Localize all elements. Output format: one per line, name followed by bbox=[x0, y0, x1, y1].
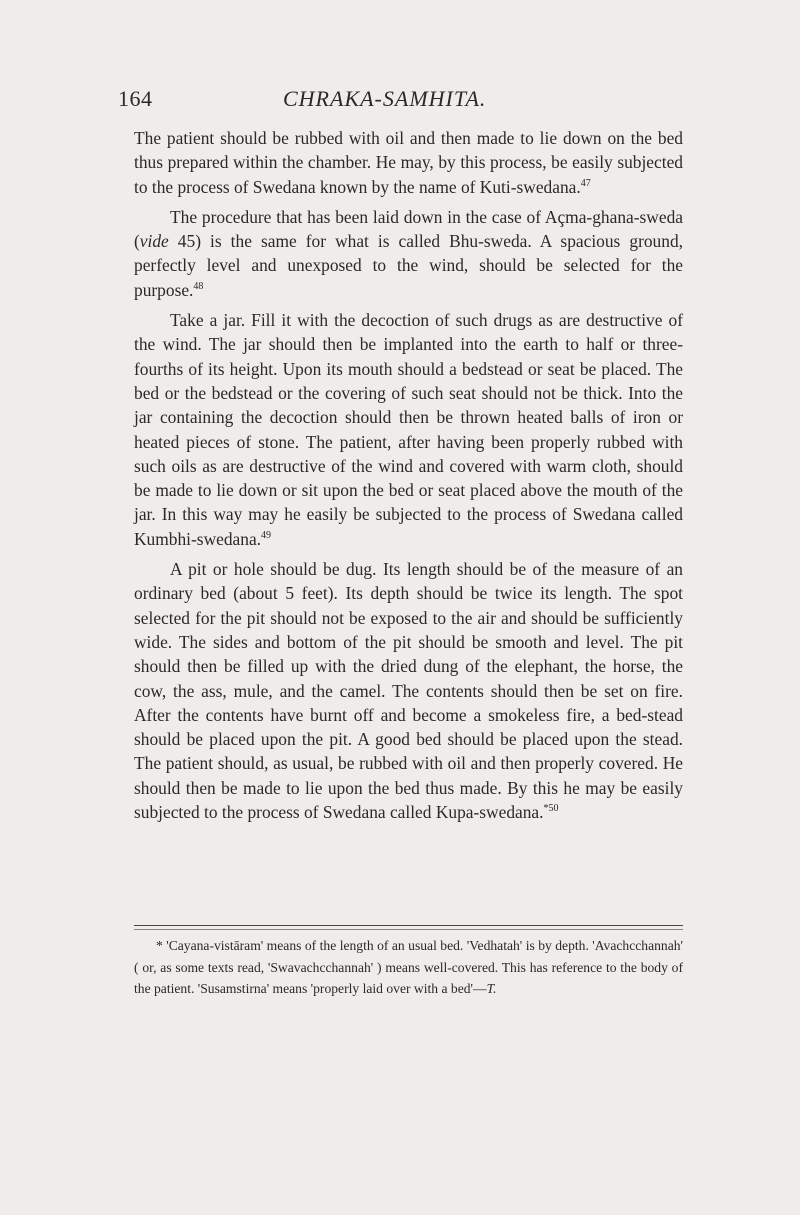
paragraph-text: A pit or hole should be dug. Its length should be of the measure of an ordinary bed (about 5 feet). Its depth should be twice its length. The spot selected for the pit should not be exposed to the air and should be sufficiently wide. The sides and bottom of the pit should be smooth and level. The pit should then be filled up with the dried dung of the elephant, the horse, the cow, the ass, mule, and the camel. The contents should then be set on fire. After the contents have burnt off and become a smokeless fire, a bed-stead should be placed upon the pit. A good bed should be placed upon the stead. The patient should, as usual, be rubbed with oil and then properly covered. He should then be made to lie upon the bed thus made. By this he may be easily subjected to the process of Swedana called Kupa-swedana. bbox=[134, 559, 683, 823]
footnote-divider bbox=[134, 925, 683, 926]
paragraph-text: The patient should be rubbed with oil and then made to lie down on the bed thus prepared within the chamber. He may, by this process, be easily subjected to the process of Swedana known by the name of Kuti-swedana. bbox=[134, 128, 683, 197]
footnote-attribution: T. bbox=[486, 981, 497, 996]
note-reference: 47 bbox=[580, 177, 591, 189]
body-text bbox=[134, 126, 683, 824]
note-reference: *50 bbox=[543, 803, 559, 815]
page-header bbox=[118, 86, 688, 116]
running-title: CHRAKA-SAMHITA. bbox=[283, 86, 487, 111]
paragraph-text: 45) is the same for what is called Bhu-sweda. A spacious ground, perfectly level and unexposed to the wind, should be selected for the purpose. bbox=[134, 231, 683, 300]
paragraph bbox=[134, 205, 683, 302]
paragraph-text: Take a jar. Fill it with the decoction of such drugs as are destructive of the wind. The jar should then be implanted into the earth to half or three-fourths of its height. Upon its mouth should a bedstead or seat be placed. The bed or the bedstead or the covering of such seat should not be thick. Into the jar containing the decoction should then be thrown heated balls of iron or heated pieces of stone. The patient, after having been properly rubbed with such oils as are destructive of the wind and covered with warm cloth, should be made to lie down or sit upon the bed or seat placed above the mouth of the jar. In this way may he easily be subjected to the process of Swedana called Kumbhi-swedana. bbox=[134, 310, 683, 549]
footnote bbox=[134, 935, 683, 1000]
note-reference: 49 bbox=[261, 529, 272, 541]
paragraph bbox=[134, 308, 683, 551]
footnote-divider bbox=[134, 929, 683, 930]
paragraph bbox=[134, 557, 683, 824]
note-reference: 48 bbox=[193, 280, 204, 292]
page-number: 164 bbox=[118, 86, 153, 111]
italic-term: vide bbox=[139, 231, 169, 252]
footnote-text: * 'Cayana-vistāram' means of the length of an usual bed. 'Vedhatah' is by depth. 'Avachcchannah' ( or, as some texts read, 'Swavachcchannah' ) means well-covered. This has reference to the body of the patient. 'Susamstirna' means 'properly laid over with a bed'— bbox=[134, 938, 683, 996]
paragraph bbox=[134, 126, 683, 199]
paragraph-text: The procedure that has been laid down in the case of Açma-ghana-sweda ( bbox=[134, 206, 683, 252]
